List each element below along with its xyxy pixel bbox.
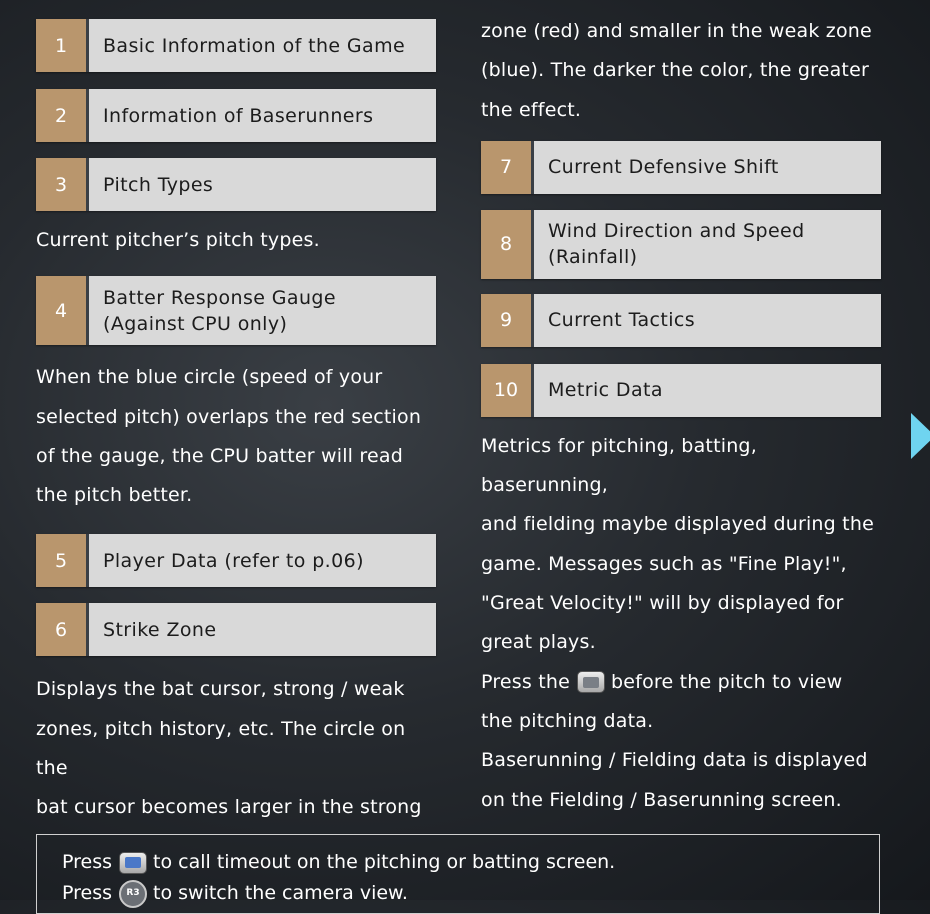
text-line: game. Messages such as "Fine Play!", bbox=[481, 552, 847, 575]
left-column bbox=[36, 0, 436, 828]
text-line: the effect. bbox=[481, 98, 582, 121]
item-5 bbox=[36, 534, 436, 587]
metric-description bbox=[481, 427, 881, 820]
touchpad-button-icon bbox=[577, 671, 605, 693]
item-10 bbox=[481, 364, 881, 417]
item-label: Batter Response Gauge (Against CPU only) bbox=[103, 286, 336, 335]
item-label: Metric Data bbox=[548, 379, 663, 402]
item-7 bbox=[481, 141, 881, 194]
text-line: bat cursor becomes larger in the strong bbox=[36, 796, 422, 819]
text-line: zone (red) and smaller in the weak zone bbox=[481, 20, 872, 42]
item-number: 10 bbox=[481, 364, 534, 417]
item-9 bbox=[481, 294, 881, 347]
text-fragment: to switch the camera view. bbox=[153, 882, 408, 904]
text-line: When the blue circle (speed of your bbox=[36, 366, 383, 389]
text-line: "Great Velocity!" will by displayed for bbox=[481, 592, 844, 615]
item-label: Strike Zone bbox=[103, 618, 217, 641]
item-8 bbox=[481, 210, 881, 279]
next-page-arrow-icon[interactable] bbox=[911, 413, 930, 459]
item-label: Current Tactics bbox=[548, 309, 696, 332]
pitch-types-description: Current pitcher’s pitch types. bbox=[36, 229, 320, 251]
strike-zone-description bbox=[36, 670, 436, 827]
item-number: 6 bbox=[36, 603, 89, 656]
text-line: Baserunning / Fielding data is displayed bbox=[481, 749, 868, 772]
item-4 bbox=[36, 276, 436, 345]
item-1 bbox=[36, 19, 436, 72]
text-line: the pitching data. bbox=[481, 709, 654, 732]
text-fragment: Press the bbox=[481, 670, 571, 693]
item-number: 3 bbox=[36, 158, 89, 211]
touchpad-button-icon bbox=[119, 852, 147, 874]
item-label: Basic Information of the Game bbox=[103, 34, 406, 57]
item-number: 9 bbox=[481, 294, 534, 347]
item-number: 1 bbox=[36, 19, 89, 72]
controls-note-box bbox=[36, 834, 880, 914]
text-fragment: before the pitch to view bbox=[611, 670, 843, 693]
item-label: Current Defensive Shift bbox=[548, 156, 779, 179]
text-line: on the Fielding / Baserunning screen. bbox=[481, 788, 842, 811]
text-line: and fielding maybe displayed during the bbox=[481, 513, 874, 536]
text-line: (blue). The darker the color, the greater bbox=[481, 59, 869, 82]
text-line: of the gauge, the CPU batter will read bbox=[36, 444, 403, 467]
item-3 bbox=[36, 158, 436, 211]
item-number: 4 bbox=[36, 276, 89, 345]
item-label: Pitch Types bbox=[103, 173, 214, 196]
item-number: 8 bbox=[481, 210, 534, 279]
item-6 bbox=[36, 603, 436, 656]
item-label: Player Data (refer to p.06) bbox=[103, 549, 364, 572]
text-fragment: Press bbox=[62, 882, 113, 904]
right-column bbox=[481, 0, 881, 820]
strike-zone-description-continued bbox=[481, 12, 881, 130]
item-label: Information of Baserunners bbox=[103, 104, 374, 127]
item-number: 2 bbox=[36, 89, 89, 142]
item-number: 5 bbox=[36, 534, 89, 587]
text-line: selected pitch) overlaps the red section bbox=[36, 405, 422, 428]
camera-note bbox=[62, 878, 879, 909]
item-2 bbox=[36, 89, 436, 142]
r3-stick-icon: R3 bbox=[119, 880, 147, 908]
item-number: 7 bbox=[481, 141, 534, 194]
text-line: the pitch better. bbox=[36, 484, 193, 507]
text-line: Displays the bat cursor, strong / weak bbox=[36, 678, 405, 701]
text-line: zones, pitch history, etc. The circle on the bbox=[36, 717, 406, 780]
text-fragment: Press bbox=[62, 851, 113, 873]
gauge-description bbox=[36, 358, 436, 515]
text-fragment: to call timeout on the pitching or batting screen. bbox=[153, 851, 616, 873]
text-line: great plays. bbox=[481, 631, 596, 654]
text-line: Metrics for pitching, batting, baserunning, bbox=[481, 434, 757, 497]
timeout-note bbox=[62, 847, 879, 878]
item-label: Wind Direction and Speed (Rainfall) bbox=[548, 220, 805, 269]
press-touchpad-line bbox=[481, 663, 881, 702]
